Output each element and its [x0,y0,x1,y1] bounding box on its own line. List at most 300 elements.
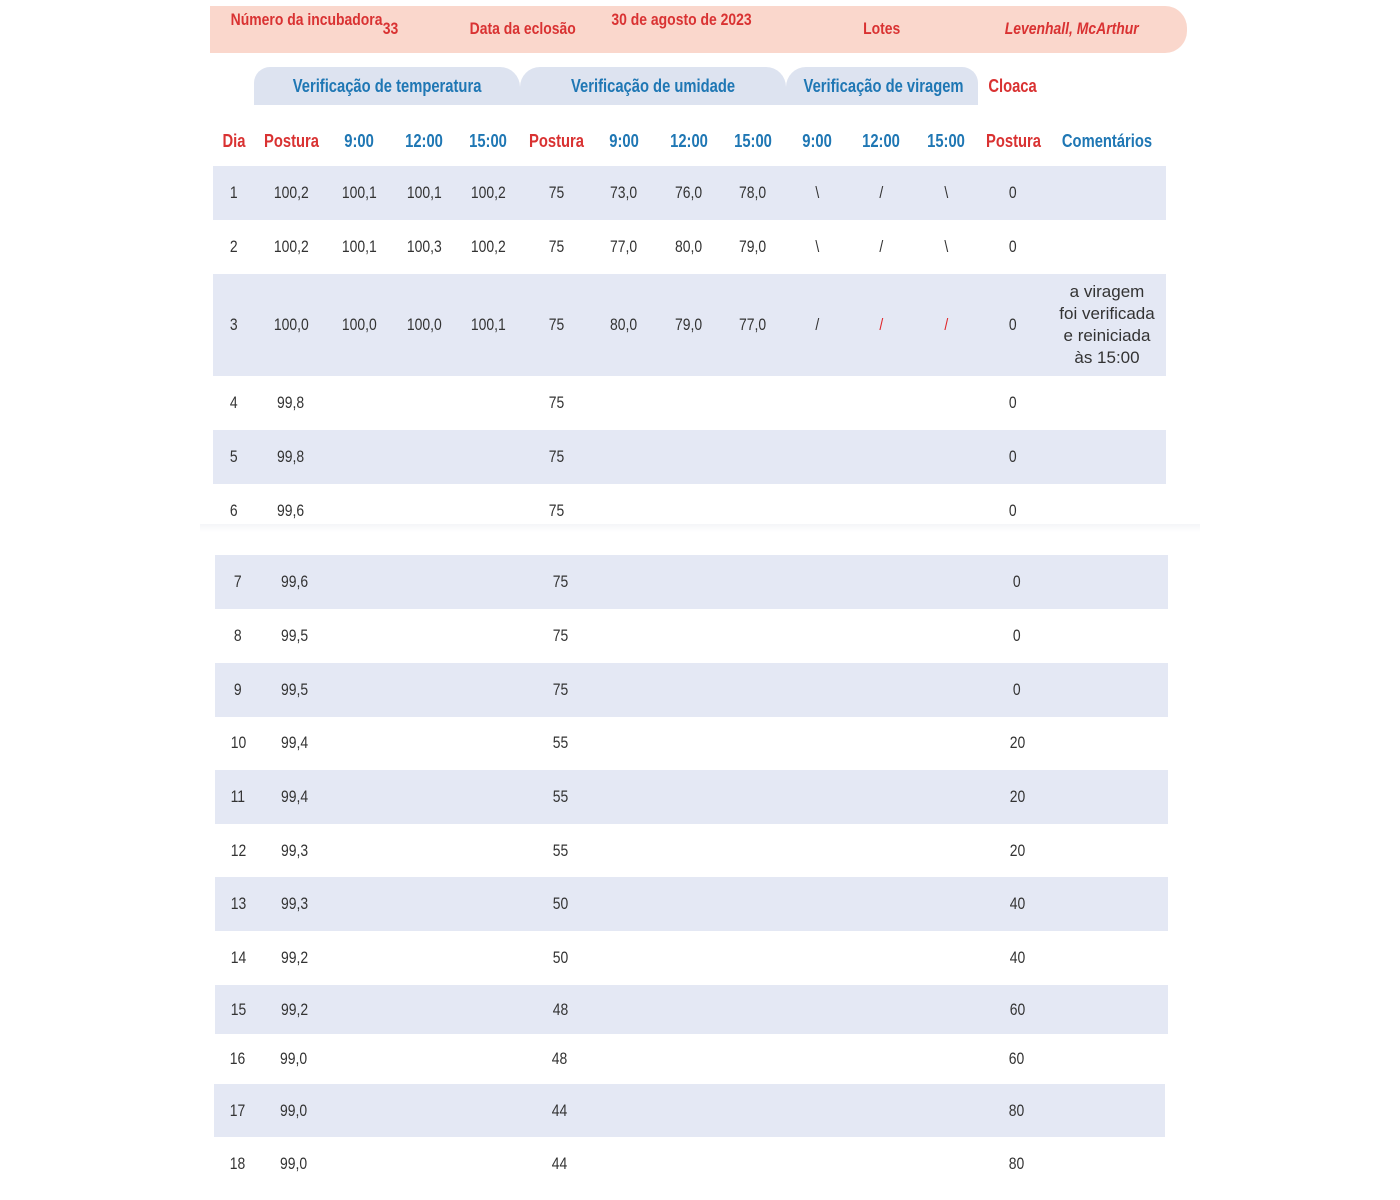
comment-cell [1052,430,1162,484]
cell-temp-9 [324,430,394,484]
cell-hum-setpoint [525,985,595,1034]
cell-temp-9 [328,555,398,609]
table-row [215,663,1168,717]
cell-text: 44 [551,1100,567,1120]
cell-text: 100,1 [341,237,377,256]
cell-temp-9 [328,770,398,824]
col-header-turn-15: 15:00 [927,131,965,151]
cell-hum-15 [718,166,788,220]
comment-cell [1053,1137,1163,1191]
cell-temp-12 [393,716,463,770]
table-row [215,877,1168,931]
cell-text: 10 [230,733,246,752]
cell-text: 0 [1013,626,1021,645]
cell-hum-12 [654,484,724,538]
cell-turn-15 [915,877,985,931]
cell-temp-setpoint [260,770,330,824]
cell-text: 9 [234,680,242,699]
comment-cell [1052,166,1162,220]
cell-temp-9 [328,985,398,1034]
cell-turn-15 [914,1137,984,1191]
cell-text: 80 [1008,1100,1024,1120]
table-row [215,770,1168,824]
cell-turn-12 [846,430,916,484]
cell-hum-setpoint [525,555,595,609]
cell-temp-9 [324,484,394,538]
cell-hum-12 [658,985,728,1034]
cell-temp-12 [389,430,459,484]
col-header-hum-15: 15:00 [734,131,772,151]
table-row [213,430,1166,484]
cell-turn-12 [849,1034,919,1084]
cell-hum-9 [592,1084,662,1137]
comment-cell [1053,1084,1163,1137]
col-header-hum-12: 12:00 [670,131,708,151]
cell-text: 20 [1009,787,1025,806]
cell-hum-12 [658,716,728,770]
cell-text: 80 [1008,1154,1024,1173]
comment-cell [1052,484,1162,538]
table-row [213,166,1166,220]
cell-text: 40 [1009,894,1025,913]
col-header-turn-9: 9:00 [802,131,832,151]
cell-turn-9 [786,609,856,663]
cell-temp-15 [453,430,523,484]
cell-turn-12 [850,985,920,1034]
cell-temp-9 [328,877,398,931]
cell-cloaca [978,430,1048,484]
cell-turn-12 [846,274,916,376]
cell-text: 99,4 [281,733,309,752]
cell-temp-setpoint [260,931,330,985]
cell-hum-setpoint [521,484,591,538]
cell-hum-15 [722,931,792,985]
cell-turn-15 [915,824,985,878]
cell-hum-9 [593,555,663,609]
cell-text: 13 [230,894,246,913]
cell-hum-setpoint [525,609,595,663]
cell-text: 99,4 [281,787,309,806]
cell-hum-15 [718,274,788,376]
cell-text: 0 [1009,183,1017,202]
cell-text: / [879,315,883,334]
cell-cloaca [982,985,1052,1034]
cell-text: 0 [1009,501,1017,520]
cell-hum-15 [722,609,792,663]
cell-text: 100,1 [406,183,442,202]
cell-temp-setpoint [256,484,326,538]
cell-turn-12 [846,220,916,274]
cell-temp-setpoint [260,824,330,878]
cell-text: 99,3 [281,894,309,913]
cell-temp-15 [457,877,527,931]
table-row [215,716,1168,770]
cell-temp-15 [457,985,527,1034]
cell-text: 75 [552,680,568,699]
cell-turn-15 [915,716,985,770]
cell-temp-12 [393,985,463,1034]
cell-text: 99,2 [281,948,309,967]
cell-hum-setpoint [521,376,591,430]
cell-cloaca [982,931,1052,985]
cell-hum-9 [593,931,663,985]
cell-temp-15 [457,663,527,717]
cell-temp-15 [456,1084,526,1137]
cell-text: 17 [229,1100,245,1120]
cell-temp-15 [457,931,527,985]
cell-text: 20 [1009,733,1025,752]
cell-turn-15 [911,376,981,430]
col-header-comments: Comentários [1061,131,1153,151]
cell-turn-12 [846,484,916,538]
cell-text: 60 [1008,1049,1024,1068]
table-row [214,1084,1165,1137]
cell-temp-12 [389,484,459,538]
cell-temp-12 [393,824,463,878]
cell-text: 100,0 [273,315,309,334]
cell-turn-12 [850,663,920,717]
cell-turn-15 [911,220,981,274]
cell-hum-12 [654,220,724,274]
cell-turn-9 [786,663,856,717]
cell-temp-15 [456,1137,526,1191]
cell-hum-9 [589,220,659,274]
cell-cloaca [982,555,1052,609]
cell-temp-9 [328,931,398,985]
cell-turn-12 [850,931,920,985]
cell-text: 0 [1013,680,1021,699]
cell-hum-setpoint [525,663,595,717]
cell-text: 100,2 [273,237,309,256]
cell-turn-12 [846,376,916,430]
cell-cloaca [982,770,1052,824]
cell-temp-setpoint [260,985,330,1034]
cell-hum-12 [658,609,728,663]
cell-temp-12 [389,220,459,274]
cell-hum-9 [592,1034,662,1084]
cell-turn-9 [786,716,856,770]
cell-hum-15 [721,1034,791,1084]
cell-hum-12 [658,931,728,985]
col-header-turn-12: 12:00 [862,131,900,151]
col-header-hum-9: 9:00 [609,131,639,151]
cell-hum-15 [722,716,792,770]
cell-turn-15 [915,663,985,717]
cell-temp-setpoint [256,376,326,430]
cell-hum-9 [593,770,663,824]
comment-cell [1054,877,1164,931]
cell-cloaca [978,484,1048,538]
cell-hum-12 [657,1034,727,1084]
turning-group-label: Verificação de viragem [803,76,964,96]
cell-turn-9 [782,430,852,484]
cell-hum-15 [721,1084,791,1137]
cell-turn-12 [850,555,920,609]
cell-text: 100,3 [406,237,442,256]
cell-hum-setpoint [525,877,595,931]
cell-text: 79,0 [675,315,703,334]
table-row [213,220,1166,274]
cell-hum-9 [589,430,659,484]
cell-hum-12 [654,166,724,220]
cell-hum-setpoint [525,824,595,878]
cell-text: 99,5 [281,626,309,645]
cell-cloaca [981,1137,1051,1191]
hatch-date-label: Data da eclosão [469,19,577,38]
cell-turn-12 [849,1084,919,1137]
cell-text: / [879,237,883,256]
cell-text: 75 [548,237,564,256]
cell-text: 75 [548,315,564,334]
cell-turn-12 [850,609,920,663]
cell-turn-15 [911,430,981,484]
cell-text: 100,1 [470,315,506,334]
col-header-temp-15: 15:00 [469,131,507,151]
table-row [213,484,1166,538]
cell-hum-15 [722,985,792,1034]
cell-hum-15 [722,663,792,717]
cell-turn-15 [911,166,981,220]
cell-text: 100,0 [341,315,377,334]
cell-hum-12 [657,1084,727,1137]
cell-text: 8 [234,626,242,645]
cell-text: 16 [229,1049,245,1068]
cell-hum-9 [589,376,659,430]
cell-turn-9 [785,1084,855,1137]
cell-turn-9 [786,931,856,985]
cell-turn-15 [911,484,981,538]
cell-hum-9 [593,985,663,1034]
cell-text: 99,0 [280,1100,308,1120]
cell-hum-setpoint [521,166,591,220]
comment-cell [1052,220,1162,274]
cell-temp-setpoint [256,274,326,376]
cell-temp-setpoint [256,166,326,220]
cell-temp-9 [328,663,398,717]
cell-temp-15 [457,609,527,663]
cell-text: 5 [230,447,238,466]
cell-text: 99,8 [277,447,305,466]
cell-text: 48 [552,999,568,1019]
cell-text: 75 [548,183,564,202]
cell-temp-9 [327,1034,397,1084]
cell-temp-15 [453,376,523,430]
cell-hum-12 [658,663,728,717]
cell-turn-9 [782,484,852,538]
cell-turn-15 [911,274,981,376]
cell-hum-15 [722,824,792,878]
cell-hum-setpoint [524,1034,594,1084]
cell-temp-setpoint [259,1034,329,1084]
cell-temp-12 [393,931,463,985]
cell-cloaca [978,376,1048,430]
cell-temp-12 [393,770,463,824]
cell-hum-setpoint [525,770,595,824]
col-header-cloaca-setpoint: Postura [986,131,1041,151]
cell-hum-9 [589,166,659,220]
cell-turn-12 [850,877,920,931]
col-header-day: Dia [222,131,246,151]
table-row [215,555,1168,609]
cell-text: 48 [551,1049,567,1068]
cell-hum-setpoint [525,931,595,985]
cell-turn-15 [915,609,985,663]
cell-temp-12 [392,1034,462,1084]
col-header-temp-setpoint: Postura [264,131,319,151]
cell-temp-setpoint [260,663,330,717]
cell-temp-15 [456,1034,526,1084]
cell-text: \ [944,237,948,256]
cell-temp-15 [453,484,523,538]
cell-hum-9 [593,716,663,770]
table-row [215,824,1168,878]
cell-turn-9 [786,877,856,931]
comment-cell [1054,555,1164,609]
incubator-value: 33 [382,19,398,38]
batches-value: Levenhall, McArthur [1004,19,1139,38]
cell-text: 80,0 [675,237,703,256]
cell-hum-12 [657,1137,727,1191]
cell-temp-15 [453,166,523,220]
cell-hum-15 [718,220,788,274]
col-header-hum-setpoint: Postura [529,131,584,151]
cell-temp-12 [392,1137,462,1191]
comment-cell [1053,1034,1163,1084]
table-row [213,274,1166,376]
cell-turn-12 [850,716,920,770]
cell-text: 18 [229,1154,245,1173]
cell-text: 75 [552,626,568,645]
cell-temp-12 [389,376,459,430]
cell-hum-9 [593,663,663,717]
comment-cell: a viragem foi verificada e reiniciada às 15:00 [1059,282,1155,367]
cell-temp-15 [453,220,523,274]
cell-turn-15 [914,1084,984,1137]
cell-hum-15 [722,877,792,931]
cell-text: 99,6 [281,572,309,591]
comment-cell [1054,824,1164,878]
cell-text: 12 [230,841,246,860]
cell-text: 99,2 [281,999,309,1019]
cell-text: 44 [551,1154,567,1173]
cell-temp-9 [324,274,394,376]
cell-turn-12 [850,770,920,824]
cell-temp-9 [327,1137,397,1191]
cell-hum-15 [722,770,792,824]
cell-text: 3 [230,315,238,334]
cell-temp-9 [328,716,398,770]
cell-text: \ [815,237,819,256]
cell-text: 55 [552,787,568,806]
cell-text: 0 [1009,315,1017,334]
cell-text: 77,0 [739,315,767,334]
cell-temp-15 [457,555,527,609]
cell-text: 0 [1013,572,1021,591]
cell-temp-setpoint [260,609,330,663]
cell-text: 55 [552,733,568,752]
cell-turn-15 [915,931,985,985]
cell-temp-12 [393,877,463,931]
cell-hum-15 [721,1137,791,1191]
cloaca-group-label: Cloaca [988,76,1038,96]
temperature-group-label: Verificação de temperatura [292,76,482,96]
cell-hum-setpoint [521,274,591,376]
cell-text: 75 [548,447,564,466]
cell-hum-12 [654,430,724,484]
comment-cell [1054,770,1164,824]
table-row [214,1034,1165,1084]
cell-text: \ [944,183,948,202]
cell-turn-12 [850,824,920,878]
cell-turn-9 [782,220,852,274]
cell-text: 6 [230,501,238,520]
cell-text: / [815,315,819,334]
cell-text: 11 [230,787,246,806]
cell-hum-9 [593,877,663,931]
cell-turn-15 [914,1034,984,1084]
cell-turn-9 [782,166,852,220]
cell-turn-9 [786,770,856,824]
cell-text: 14 [230,948,246,967]
cell-cloaca [982,824,1052,878]
cell-text: 77,0 [610,237,638,256]
cell-temp-setpoint [256,220,326,274]
cell-temp-9 [328,824,398,878]
cell-cloaca [978,274,1048,376]
cell-hum-12 [654,376,724,430]
cell-hum-setpoint [521,220,591,274]
cell-temp-9 [328,609,398,663]
cell-cloaca [978,166,1048,220]
cell-temp-setpoint [260,877,330,931]
cell-temp-9 [327,1084,397,1137]
cell-text: 100,1 [341,183,377,202]
cell-turn-9 [786,985,856,1034]
cell-temp-15 [457,716,527,770]
cell-text: 50 [552,894,568,913]
cell-hum-12 [654,274,724,376]
cell-hum-9 [593,609,663,663]
cell-hum-setpoint [524,1084,594,1137]
cell-text: / [879,183,883,202]
cell-hum-setpoint [521,430,591,484]
cell-temp-setpoint [260,555,330,609]
cell-text: 100,2 [470,183,506,202]
cell-turn-9 [785,1137,855,1191]
cell-text: 1 [230,183,238,202]
cell-hum-12 [658,824,728,878]
comment-cell [1054,985,1164,1034]
cell-turn-9 [786,555,856,609]
cell-text: 75 [548,393,564,412]
cell-text: / [944,315,948,334]
cell-text: 0 [1009,447,1017,466]
cell-text: 55 [552,841,568,860]
cell-temp-setpoint [260,716,330,770]
cell-hum-9 [592,1137,662,1191]
humidity-group-label: Verificação de umidade [570,76,736,96]
cell-temp-9 [324,166,394,220]
cell-temp-setpoint [256,430,326,484]
table-row [215,931,1168,985]
comment-cell [1054,716,1164,770]
cell-text: 7 [234,572,242,591]
cell-turn-15 [915,770,985,824]
cell-hum-15 [718,484,788,538]
col-header-temp-12: 12:00 [405,131,443,151]
cell-hum-15 [718,430,788,484]
cell-text: 0 [1009,237,1017,256]
